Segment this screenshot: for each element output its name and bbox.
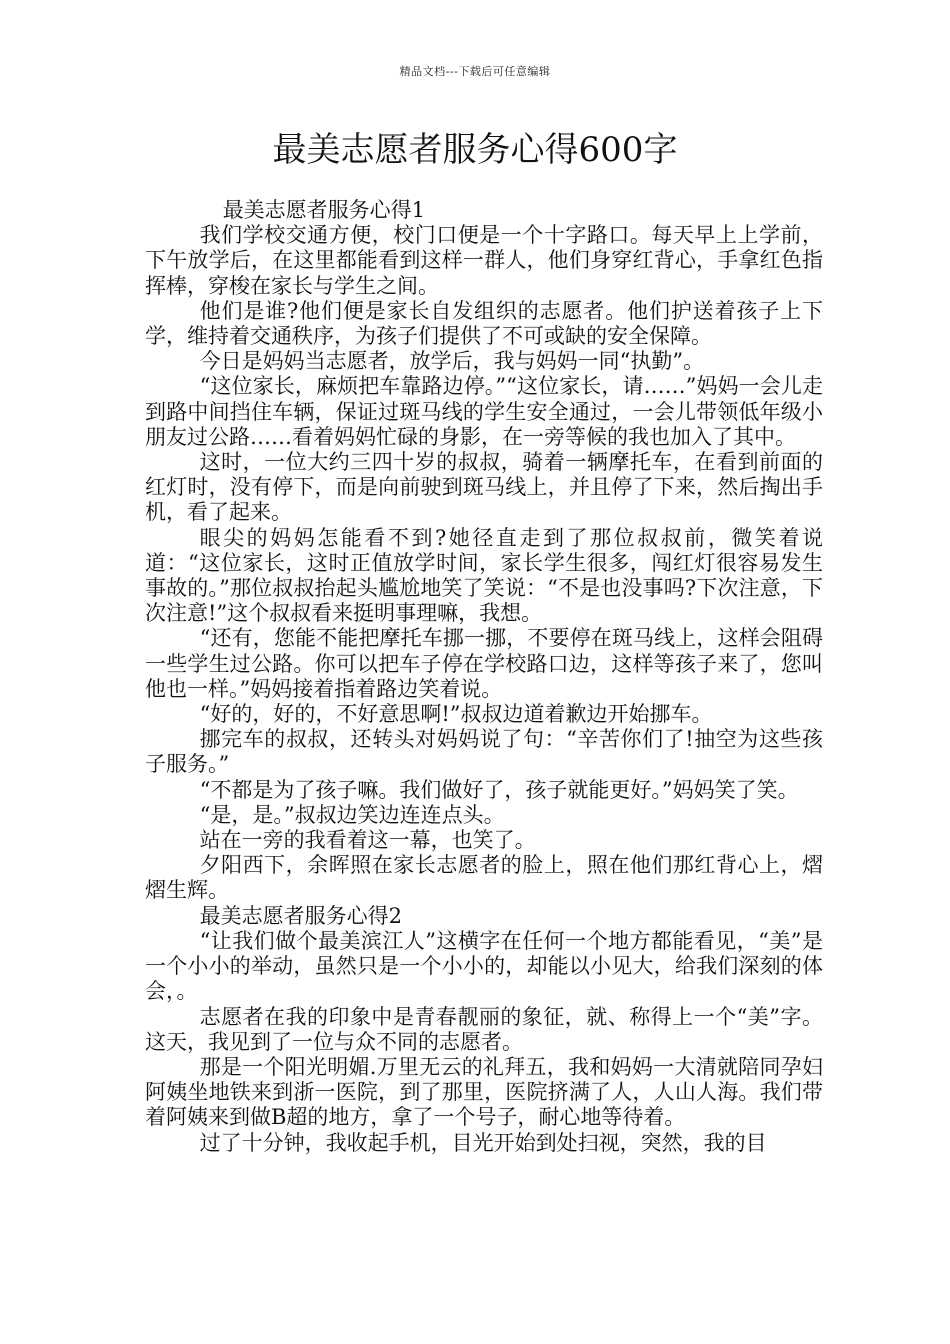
paragraph: 志愿者在我的印象中是青春靓丽的象征，就、称得上一个“美”字。这天，我见到了一位与众不同的志愿者。 — [145, 1004, 823, 1054]
paragraph: “是，是。”叔叔边笑边连连点头。 — [199, 802, 505, 827]
paragraph: 我们学校交通方便，校门口便是一个十字路口。每天早上上学前，下午放学后，在这里都能看到这样一群人，他们身穿红背心，手拿红色指挥棒，穿梭在家长与学生之间。 — [145, 223, 823, 298]
document-body — [145, 198, 823, 1156]
paragraph: “让我们做个最美滨江人”这横字在任何一个地方都能看见，“美”是一个小小的举动，虽然只是一个小小的，却能以小见大，给我们深刻的体会，。 — [145, 928, 823, 1004]
paragraph: 那是一个阳光明媚.万里无云的礼拜五，我和妈妈一大清就陪同孕妇阿姨坐地铁来到浙一医院，到了那里，医院挤满了人，人山人海。我们带着阿姨来到做B超的地方，拿了一个号子，耐心地等待着。 — [145, 1054, 823, 1130]
document-title: 最美志愿者服务心得600字 — [272, 130, 678, 170]
paragraph: 今日是妈妈当志愿者，放学后，我与妈妈一同“执勤”。 — [199, 349, 705, 374]
section-heading-1: 最美志愿者服务心得1 — [222, 198, 426, 222]
paragraph: “这位家长，麻烦把车靠路边停。”“这位家长，请……”妈妈一会儿走到路中间挡住车辆，保证过斑马线的学生安全通过，一会儿带领低年级小朋友过公路……看着妈妈忙碌的身影，在一旁等候的我也加入了其中。 — [145, 374, 823, 449]
paragraph: “不都是为了孩子嘛。我们做好了，孩子就能更好。”妈妈笑了笑。 — [199, 777, 799, 802]
paragraph: 夕阳西下，余晖照在家长志愿者的脸上，照在他们那红背心上，熠熠生辉。 — [145, 853, 823, 903]
paragraph: 他们是谁?他们便是家长自发组织的志愿者。他们护送着孩子上下学，维持着交通秩序，为孩子们提供了不可或缺的安全保障。 — [145, 298, 823, 349]
paragraph: 这时，一位大约三四十岁的叔叔，骑着一辆摩托车，在看到前面的红灯时，没有停下，而是向前驶到斑马线上，并且停了下来，然后掏出手机，看了起来。 — [145, 450, 823, 525]
paragraph: “好的，好的，不好意思啊!”叔叔边道着歉边开始挪车。 — [199, 702, 713, 727]
paragraph: 过了十分钟，我收起手机，目光开始到处扫视，突然，我的目 — [199, 1130, 767, 1155]
paragraph: 站在一旁的我看着这一幕，也笑了。 — [199, 828, 536, 853]
paragraph: “还有，您能不能把摩托车挪一挪，不要停在斑马线上，这样会阻碍一些学生过公路。你可以把车子停在学校路口边，这样等孩子来了，您叫他也一样。”妈妈接着指着路边笑着说。 — [145, 626, 823, 701]
paragraph: 挪完车的叔叔，还转头对妈妈说了句：“辛苦你们了!抽空为这些孩子服务。” — [145, 727, 823, 777]
paragraph: 眼尖的妈妈怎能看不到?她径直走到了那位叔叔前，微笑着说道：“这位家长，这时正值放学时间，家长学生很多，闯红灯很容易发生事故的。”那位叔叔抬起头尴尬地笑了笑说：“不是也没事吗?下次注意，下次注意!”这个叔叔看来挺明事理嘛，我想。 — [145, 525, 823, 626]
page-header: 精品文档---下载后可任意编辑 — [399, 65, 551, 78]
section-heading-2: 最美志愿者服务心得2 — [199, 903, 402, 928]
